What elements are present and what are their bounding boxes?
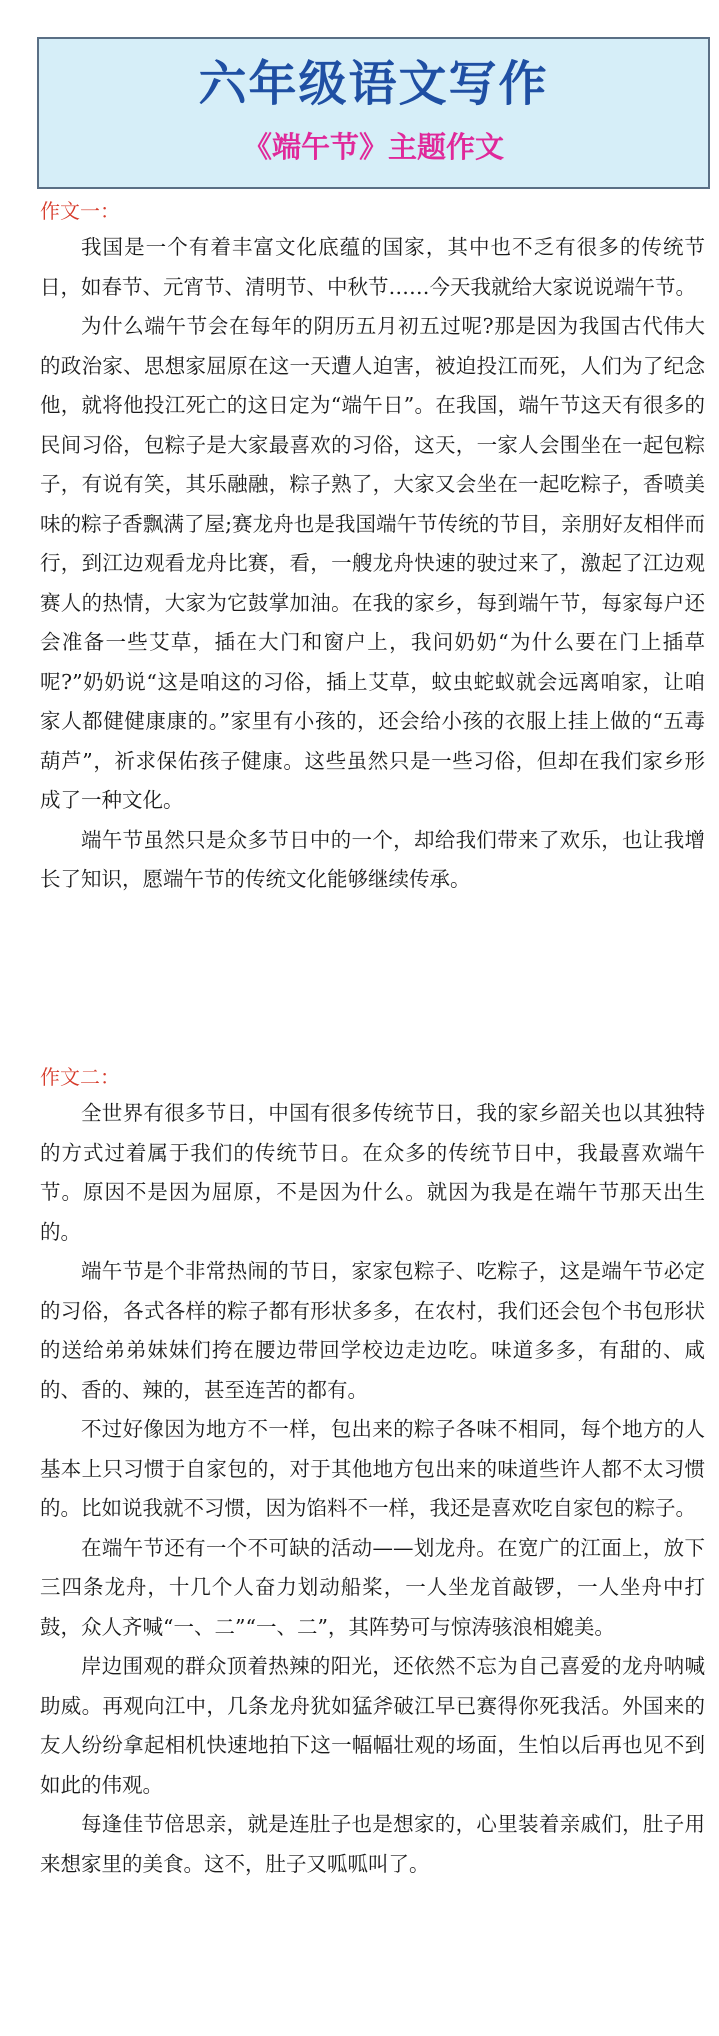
essay-paragraph: 每逢佳节倍思亲，就是连肚子也是想家的，心里装着亲戚们，肚子用来想家里的美食。这不，肚子又呱呱叫了。 (40, 1812, 705, 1876)
page-title: 六年级语文写作 (198, 56, 549, 112)
essay-paragraph: 为什么端午节会在每年的阴历五月初五过呢?那是因为我国古代伟大的政治家、思想家屈原在这一天遭人迫害，被迫投江而死，人们为了纪念他，就将他投江死亡的这日定为“端午日”。在我国，端午节这天有很多的民间习俗，包粽子是大家最喜欢的习俗，这天，一家人会围坐在一起包粽子，有说有笑，其乐融融，粽子熟了，大家又会坐在一起吃粽子，香喷美味的粽子香飘满了屋;赛龙舟也是我国端午节传统的节目，亲朋好友相伴而行，到江边观看龙舟比赛，看，一艘龙舟快速的驶过来了，激起了江边观赛人的热情，大家为它鼓掌加油。在我的家乡，每到端午节，每家每户还会准备一些艾草，插在大门和窗户上，我问奶奶“为什么要在门上插草呢?”奶奶说“这是咱这的习俗，插上艾草，蚊虫蛇蚁就会远离咱家，让咱家人都健健康康的。”家里有小孩的，还会给小孩的衣服上挂上做的“五毒葫芦”，祈求保佑孩子健康。这些虽然只是一些习俗，但却在我们家乡形成了一种文化。 (40, 314, 705, 812)
essay-one (40, 198, 705, 900)
essay-paragraph: 岸边围观的群众顶着热辣的阳光，还依然不忘为自己喜爱的龙舟呐喊助威。再观向江中，几条龙舟犹如猛斧破江早已赛得你死我活。外国来的友人纷纷拿起相机快速地拍下这一幅幅壮观的场面，生怕以后再也见不到如此的伟观。 (40, 1654, 705, 1797)
essay-paragraph: 不过好像因为地方不一样，包出来的粽子各味不相同，每个地方的人基本上只习惯于自家包的，对于其他地方包出来的味道些许人都不太习惯的。比如说我就不习惯，因为馅料不一样，我还是喜欢吃自家包的粽子。 (40, 1417, 705, 1520)
essay-paragraph: 我国是一个有着丰富文化底蕴的国家，其中也不乏有很多的传统节日，如春节、元宵节、清明节、中秋节……今天我就给大家说说端午节。 (40, 235, 705, 299)
essay-heading: 作文二： (40, 1065, 120, 1089)
essay-paragraph: 全世界有很多节日，中国有很多传统节日，我的家乡韶关也以其独特的方式过着属于我们的传统节日。在众多的传统节日中，我最喜欢端午节。原因不是因为屈原，不是因为什么。就因为我是在端午节那天出生的。 (40, 1101, 705, 1244)
page-subtitle: 《端午节》主题作文 (242, 130, 504, 164)
essay-heading: 作文一： (40, 199, 120, 223)
essay-paragraph: 端午节是个非常热闹的节日，家家包粽子、吃粽子，这是端午节必定的习俗，各式各样的粽子都有形状多多，在农村，我们还会包个书包形状的送给弟弟妹妹们挎在腰边带回学校边走边吃。味道多多，有甜的、咸的、香的、辣的，甚至连苦的都有。 (40, 1259, 705, 1402)
essay-paragraph: 端午节虽然只是众多节日中的一个，却给我们带来了欢乐，也让我增长了知识，愿端午节的传统文化能够继续传承。 (40, 827, 705, 891)
title-banner (37, 37, 710, 189)
essay-two (40, 1064, 705, 1884)
essay-paragraph: 在端午节还有一个不可缺的活动——划龙舟。在宽广的江面上，放下三四条龙舟，十几个人奋力划动船桨，一人坐龙首敲锣，一人坐舟中打鼓，众人齐喊“一、二”“一、二”，其阵势可与惊涛骇浪相媲美。 (40, 1535, 705, 1639)
